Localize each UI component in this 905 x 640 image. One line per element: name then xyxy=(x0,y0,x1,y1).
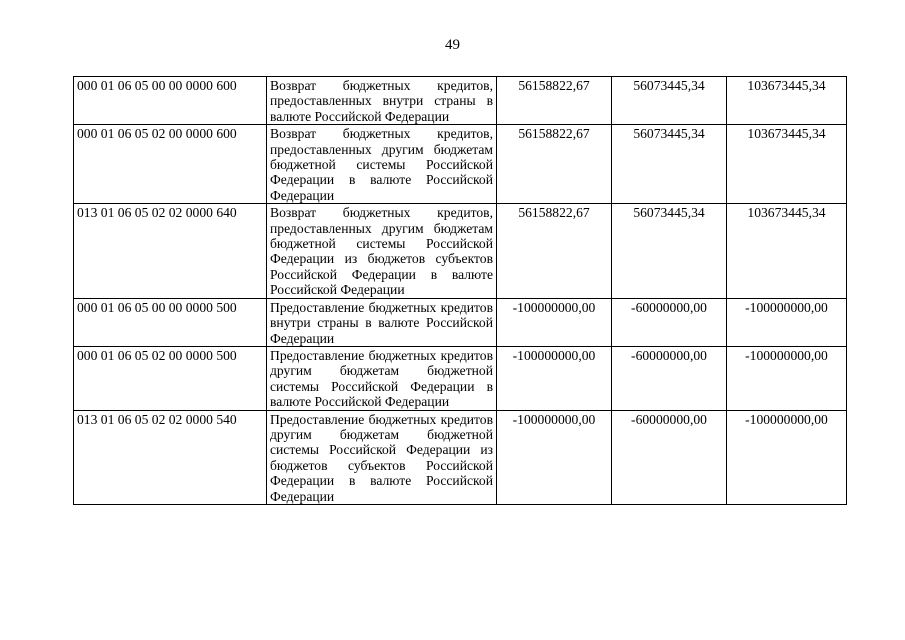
amount-year3-cell: -100000000,00 xyxy=(727,346,847,410)
amount-year3-cell: -100000000,00 xyxy=(727,298,847,346)
amount-year3-cell: -100000000,00 xyxy=(727,410,847,504)
budget-code-cell: 013 01 06 05 02 02 0000 640 xyxy=(74,204,267,298)
amount-year1-cell: -100000000,00 xyxy=(497,410,612,504)
amount-year2-cell: -60000000,00 xyxy=(612,298,727,346)
budget-code-cell: 000 01 06 05 00 00 0000 500 xyxy=(74,298,267,346)
budget-code-cell: 013 01 06 05 02 02 0000 540 xyxy=(74,410,267,504)
amount-year1-cell: 56158822,67 xyxy=(497,204,612,298)
budget-code-cell: 000 01 06 05 02 00 0000 500 xyxy=(74,346,267,410)
description-cell: Предоставление бюджетных кредитов другим бюджетам бюджетной системы Российской Федерации из бюджетов субъектов Российской Федерации в валюте Российской Федерации xyxy=(267,410,497,504)
budget-sources-table xyxy=(73,76,847,505)
table-row xyxy=(74,125,847,204)
description-cell: Возврат бюджетных кредитов, предоставленных другим бюджетам бюджетной системы Российской Федерации в валюте Российской Федерации xyxy=(267,125,497,204)
amount-year3-cell: 103673445,34 xyxy=(727,77,847,125)
amount-year3-cell: 103673445,34 xyxy=(727,125,847,204)
amount-year1-cell: -100000000,00 xyxy=(497,298,612,346)
table-row xyxy=(74,346,847,410)
page-number: 49 xyxy=(445,37,460,53)
amount-year1-cell: -100000000,00 xyxy=(497,346,612,410)
table-row xyxy=(74,410,847,504)
amount-year1-cell: 56158822,67 xyxy=(497,125,612,204)
amount-year2-cell: 56073445,34 xyxy=(612,125,727,204)
description-cell: Предоставление бюджетных кредитов другим бюджетам бюджетной системы Российской Федерации в валюте Российской Федерации xyxy=(267,346,497,410)
amount-year2-cell: 56073445,34 xyxy=(612,77,727,125)
budget-code-cell: 000 01 06 05 02 00 0000 600 xyxy=(74,125,267,204)
amount-year2-cell: 56073445,34 xyxy=(612,204,727,298)
amount-year3-cell: 103673445,34 xyxy=(727,204,847,298)
description-cell: Возврат бюджетных кредитов, предоставленных внутри страны в валюте Российской Федерации xyxy=(267,77,497,125)
table-row xyxy=(74,77,847,125)
description-cell: Возврат бюджетных кредитов, предоставленных другим бюджетам бюджетной системы Российской Федерации из бюджетов субъектов Российской Федерации в валюте Российской Федерации xyxy=(267,204,497,298)
amount-year2-cell: -60000000,00 xyxy=(612,346,727,410)
table-row xyxy=(74,204,847,298)
amount-year1-cell: 56158822,67 xyxy=(497,77,612,125)
description-cell: Предоставление бюджетных кредитов внутри страны в валюте Российской Федерации xyxy=(267,298,497,346)
budget-code-cell: 000 01 06 05 00 00 0000 600 xyxy=(74,77,267,125)
amount-year2-cell: -60000000,00 xyxy=(612,410,727,504)
table-row xyxy=(74,298,847,346)
